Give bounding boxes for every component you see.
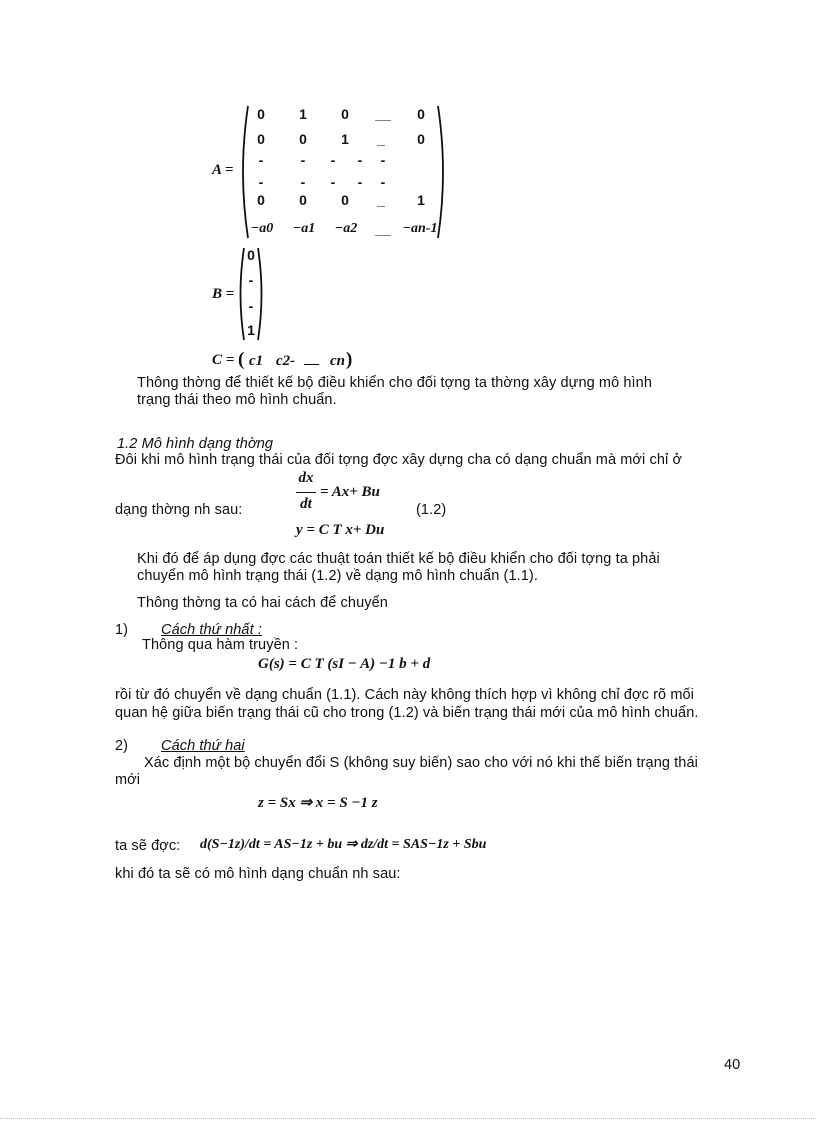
matrix-c-entry: c1 [249, 353, 264, 369]
section-heading: 1.2 Mô hình dạng thờng [117, 436, 274, 452]
method-title: Cách thứ hai [161, 738, 245, 754]
matrix-c-paren-open: ( [238, 349, 245, 370]
paragraph-line: Xác định một bộ chuyển đổi S (không suy biến) sao cho với nó khi thế biến trạng thái [144, 755, 698, 771]
matrix-b-cell: - [248, 272, 254, 288]
paragraph-line: khi đó ta sẽ có mô hình dạng chuẩn nh sau: [115, 866, 401, 882]
paragraph-line: Thông thờng để thiết kế bộ điều khiển cho đối tợng ta thờng xây dựng mô hình [137, 375, 653, 391]
paragraph-line: Khi đó để áp dụng đợc các thuật toán thiết kế bộ điều khiển cho đối tợng ta phải [137, 551, 660, 567]
matrix-a-cell: −a2 [334, 221, 358, 236]
matrix-a-cell: 0 [417, 106, 425, 122]
matrix-a-cell: 1 [417, 192, 425, 208]
method-lead: Thông qua hàm truyền : [142, 637, 299, 653]
matrix-a-cell: 0 [341, 192, 349, 208]
matrix-a-cell: - [258, 174, 264, 190]
matrix-b-cell: 1 [247, 322, 255, 338]
matrix-c-paren-close: ) [346, 349, 353, 370]
method-number: 1) [115, 622, 129, 638]
matrix-a-cell: - [330, 174, 336, 190]
matrix-a-cell: 0 [257, 106, 265, 122]
matrix-a-right-paren [436, 104, 450, 240]
derivative-numerator: dx [298, 470, 314, 486]
matrix-a-cell: 0 [257, 192, 265, 208]
matrix-a-cell: - [300, 152, 306, 168]
transformation-formula: z = Sx ⇒ x = S −1 z [258, 795, 378, 811]
equation-lead: dạng thờng nh sau: [115, 502, 243, 518]
fraction-bar [296, 492, 316, 493]
matrix-a-cell: __ [375, 106, 391, 122]
matrix-c-entry: c2- [276, 353, 296, 369]
paragraph-line: mới [115, 772, 141, 788]
paragraph-line: Thông thờng ta có hai cách để chuyển [137, 595, 388, 611]
method-number: 2) [115, 738, 129, 754]
matrix-a-cell: 0 [341, 106, 349, 122]
matrix-a-left-paren [236, 104, 250, 240]
matrix-a-cell: −an-1 [402, 221, 438, 236]
matrix-a-cell: - [380, 174, 386, 190]
matrix-b-cell: - [248, 298, 254, 314]
matrix-a-cell: 1 [341, 131, 349, 147]
matrix-a-cell: 1 [299, 106, 307, 122]
matrix-b-label: B = [212, 286, 235, 302]
paragraph-line: rồi từ đó chuyển về dạng chuẩn (1.1). Cách này không thích hợp vì không chỉ đợc rõ mối [115, 687, 694, 703]
matrix-a-cell: 0 [299, 131, 307, 147]
matrix-a-cell: - [300, 174, 306, 190]
matrix-a-cell: _ [377, 131, 385, 147]
equation-number: (1.2) [416, 502, 447, 518]
method-title: Cách thứ nhất : [161, 622, 262, 638]
matrix-c-entry: cn [330, 353, 345, 369]
paragraph-line: Đôi khi mô hình trạng thái của đối tợng đợc xây dựng cha có dạng chuẩn mà mới chỉ ở [115, 452, 683, 468]
matrix-a-cell: - [357, 152, 363, 168]
state-equation-rhs: = Ax+ Bu [320, 484, 380, 500]
derivative-denominator: dt [300, 496, 312, 512]
matrix-a-cell: −a1 [292, 221, 316, 236]
page-number: 40 [724, 1057, 741, 1073]
matrix-a-cell: - [330, 152, 336, 168]
matrix-a-cell: 0 [299, 192, 307, 208]
matrix-a-cell: - [357, 174, 363, 190]
paragraph-line: trạng thái theo mô hình chuẩn. [137, 392, 337, 408]
matrix-c-label: C = [212, 352, 235, 368]
matrix-a-cell: 0 [257, 131, 265, 147]
matrix-a-cell: −a0 [250, 221, 274, 236]
transformed-system-formula: d(S−1z)/dt = AS−1z + bu ⇒ dz/dt = SAS−1z + Sbu [200, 837, 487, 852]
equation-lead: ta sẽ đợc: [115, 838, 181, 854]
matrix-a-cell: _ [377, 192, 385, 208]
output-equation: y = C T x+ Du [296, 522, 385, 538]
matrix-a-cell: - [380, 152, 386, 168]
paragraph-line: quan hệ giữa biến trạng thái cũ cho trong (1.2) và biến trạng thái mới của mô hình chuẩn. [115, 705, 699, 721]
matrix-b-cell: 0 [247, 247, 255, 263]
matrix-a-cell: - [258, 152, 264, 168]
transfer-function-formula: G(s) = C T (sI − A) −1 b + d [258, 656, 431, 672]
matrix-a-label: A = [212, 162, 234, 178]
paragraph-line: chuyển mô hình trạng thái (1.2) về dạng mô hình chuẩn (1.1). [137, 568, 538, 584]
matrix-a-cell: 0 [417, 131, 425, 147]
page-bottom-divider [0, 1118, 816, 1119]
matrix-a-cell: __ [375, 221, 391, 237]
matrix-c-entry: __ [304, 351, 319, 367]
